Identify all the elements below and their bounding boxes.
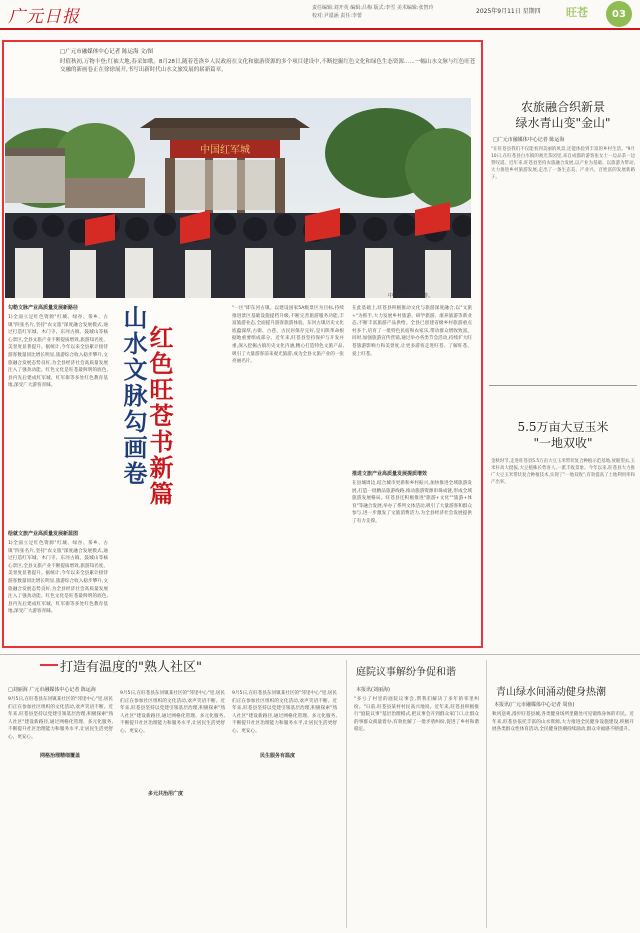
crowd-at-gate-image bbox=[5, 98, 471, 298]
bottom-article1-byline: □刘丽海 广元市融媒体中心记者 陈运海 bbox=[8, 687, 96, 693]
feature-title-left: 山水文脉勾画卷 bbox=[119, 305, 148, 487]
feature-column-4: 在县城周边,结合城市更新和乡村振兴,加快推进全域旅游发展,打造一批精品旅游线路,推动旅游资源串珠成链,形成全域旅游发展格局。旺苍县还积极推进"旅游+文化""旅游+体育"等融合发展,举办了系列文体活动,吸引了大量游客和群众参与,进一步激发了文旅消费活力,为全县经济社会发展提供了有力支撑。 bbox=[352, 481, 472, 524]
editor-credits bbox=[312, 4, 434, 20]
bottom-article2-title: 庭院议事解纷争促和谐 bbox=[356, 667, 456, 678]
article1-byline: □广元市融媒体中心记者 陈运海 bbox=[493, 137, 565, 143]
newspaper-logo: 广元日报 bbox=[8, 7, 80, 27]
article2-title-line1: 5.5万亩大豆玉米 bbox=[517, 420, 609, 434]
bottom-divider-2 bbox=[486, 660, 487, 928]
bottom-title-accent bbox=[40, 664, 58, 666]
bottom-article1-col1: 9月5日,在旺苍县东河镇某社区的"邻里中心"里,居民们正在参加社区组织的文化活动,欢声笑语不断。近年来,旺苍县坚持以党建引领基层治理,积极探索"熟人社区"建设新路径,通过网格化管理、多元化服务,不断提升社区治理能力和服务水平,让居民生活更舒心、更安心。 bbox=[8, 697, 113, 740]
bottom-article3-title: 青山绿水间涌动健身热潮 bbox=[496, 687, 606, 698]
bottom-article1-col2: 9月5日,在旺苍县东河镇某社区的"邻里中心"里,居民们正在参加社区组织的文化活动,欢声笑语不断。近年来,旺苍县坚持以党建引领基层治理,积极探索"熟人社区"建设新路径,通过网格化管理、多元化服务,不断提升社区治理能力和服务水平,让居民生活更舒心、更安心。 bbox=[120, 691, 225, 734]
bottom-article3-body: 秋风送爽,漫步旺苍县城,各类健身场所里随处可见锻炼身体的市民。近年来,旺苍县依托丰富的山水资源,大力推进全民健身设施建设,积极开展各类群众性体育活动,全民健身热潮持续涌动,群众幸福感不断提升。 bbox=[492, 712, 634, 733]
editor-credits-line2: 校对:尹漠涵 责任:李蕾 bbox=[312, 13, 362, 19]
feature-column-1: 1)全面立足红色资源"红城、绿谷、茶乡、古镇"四张名片,坚持"农文旅"深度融合发展模式,通过打造红军城、木门寺、东河古镇、鼓城山等核心景区,全县文旅产业不断提质增效,旅游知名度、美誉度显著提升。据统计,今年以来全县累计接待游客数量同比增长明显,旅游综合收入稳步攀升,文旅融合发展态势良好,为全县经济社会高质量发展注入了强劲动能。红色文化是旺苍最鲜明的底色,县内先后建成红军城、红军街等多处红色教育基地,深受广大游客青睐。 bbox=[8, 315, 108, 389]
article1-body: "在旺苍县我们不仅能看到美丽的风景,还能体验到丰富的乡村生活。"9月10日,在旺苍县白水镇的观光茶园里,来自成都的游客张女士一边品茶一边赞叹道。近年来,旺苍县坚持农旅融合发展,以产业为基础、以旅游为带动,大力推进乡村旅游发展,走出了一条生态美、产业兴、百姓富的发展新路子。 bbox=[491, 147, 635, 181]
svg-text:中国红军城: 中国红军城 bbox=[200, 145, 250, 156]
feature-column-2: "一区"即东河古镇。以建设国家5A级景区为目标,持续推进景区基础设施提档升级,不断完善旅游服务功能,丰富旅游业态,全面提升游客旅游体验。东河古镇历史文化底蕴深厚,古街、古巷、古民居保存完好,是川陕革命根据地重要组成部分。近年来,旺苍县坚持保护与开发并重,深入挖掘古镇历史文化内涵,精心打造特色文旅产品,吸引了大量游客前来观光旅游,成为全县文旅产业的一张亮丽名片。 bbox=[232, 306, 344, 365]
bottom-divider-1 bbox=[346, 660, 347, 928]
feature-column-3: 在此基础上,旺苍县积极推动文化与旅游深度融合,以"文旅+"为抓手,大力发展乡村旅游、研学旅游、康养旅游等新业态,不断丰富旅游产品供给。全县已创建省级乡村旅游重点村多个,培育了一批特色民宿和农家乐,带动群众增收致富。同时,加强旅游宣传营销,通过举办各类节会活动,持续扩大旺苍旅游影响力和美誉度,让更多游客走进旺苍、了解旺苍、爱上旺苍。 bbox=[352, 306, 472, 357]
editor-credits-line1: 责任编辑:刘开英 编辑:吕梅 版式:李雪 美术编辑:张智玲 bbox=[312, 5, 434, 11]
feature-photo bbox=[5, 98, 471, 298]
article2-title-line2: "一地双收" bbox=[533, 436, 593, 450]
article1-title-line2: 绿水青山变"金山" bbox=[515, 116, 611, 130]
feature-column-1b: 1)全面立足红色资源"红城、绿谷、茶乡、古镇"四张名片,坚持"农文旅"深度融合发展模式,通过打造红军城、木门寺、东河古镇、鼓城山等核心景区,全县文旅产业不断提质增效,旅游知名度、美誉度显著提升。据统计,今年以来全县累计接待游客数量同比增长明显,旅游综合收入稳步攀升,文旅融合发展态势良好,为全县经济社会高质量发展注入了强劲动能。红色文化是旺苍最鲜明的底色,县内先后建成红军城、红军街等多处红色教育基地,深受广大游客青睐。 bbox=[8, 541, 108, 615]
bottom-subhead-1: 网格治理精细覆盖 bbox=[40, 753, 81, 759]
masthead bbox=[0, 0, 640, 30]
feature-title-right: 红色旺苍书新篇 bbox=[145, 325, 174, 507]
article2-body: 金秋时节,走进旺苍县5.5万亩大豆玉米带状复合种植示范基地,放眼望去,玉米秆高大挺拔,大豆植株长势喜人,一派丰收景象。今年以来,旺苍县大力推广大豆玉米带状复合种植技术,实现了"一地双收",有效提高了土地利用率和产出率。 bbox=[491, 459, 635, 486]
feature-subhead-1: 勾勒文脉产业高质量发展新路径 bbox=[8, 305, 79, 311]
bottom-section-rule bbox=[0, 654, 640, 655]
bottom-article3-byline: 本报讯(广元市融媒体中心记者 周鱼) bbox=[494, 702, 575, 708]
article1-title-line1: 农旅融合织新景 bbox=[520, 100, 605, 114]
feature-subhead-3: 推进文旅产业高质量发展提质增效 bbox=[352, 471, 428, 477]
issue-date: 2025年9月11日 星期四 bbox=[476, 8, 541, 15]
page-number-badge: 03 bbox=[606, 1, 632, 27]
masthead-rule bbox=[0, 28, 640, 30]
photo-caption: 中国红军城研学游。 bbox=[388, 293, 434, 299]
bottom-article2-byline: 本报讯(刘丽海) bbox=[356, 687, 390, 693]
bottom-article1-title: 打造有温度的"熟人社区" bbox=[60, 660, 202, 675]
feature-strap: 时值秋初,万物丰登;红袖大地,春采如歌。8月28日,随着苍洛乡人民政府在文化和旅游资源的多个项目建设中,不断挖掘红色文化和绿色生态资源……一幅山水文脉与红色旺苍交融的新画卷正在徐徐展开,书写出新时代山水文旅发展的崭新篇章。 bbox=[60, 59, 476, 73]
feature-subhead-2: 绘就文旅产业高质量发展新蓝图 bbox=[8, 531, 79, 537]
section-name: 旺苍 bbox=[566, 6, 588, 19]
bottom-subhead-3: 民生服务有温度 bbox=[260, 753, 296, 759]
right-column-rule bbox=[489, 385, 637, 386]
bottom-subhead-2: 多元共治用广度 bbox=[148, 791, 184, 797]
bottom-article2-body: "多亏了村里的庭院议事会,帮我们解决了多年的邻里纠纷。"日前,旺苍县某村村民高兴地说。近年来,旺苍县积极推行"庭院议事"基层治理模式,把议事会开到群众家门口,让群众的事群众商量着办,有效化解了一批矛盾纠纷,促进了乡村和谐稳定。 bbox=[354, 697, 479, 733]
bottom-article1-col3: 9月5日,在旺苍县东河镇某社区的"邻里中心"里,居民们正在参加社区组织的文化活动,欢声笑语不断。近年来,旺苍县坚持以党建引领基层治理,积极探索"熟人社区"建设新路径,通过网格化管理、多元化服务,不断提升社区治理能力和服务水平,让居民生活更舒心、更安心。 bbox=[232, 691, 337, 734]
feature-byline: □广元市融媒体中心记者 陈运海 文/图 bbox=[60, 49, 154, 55]
